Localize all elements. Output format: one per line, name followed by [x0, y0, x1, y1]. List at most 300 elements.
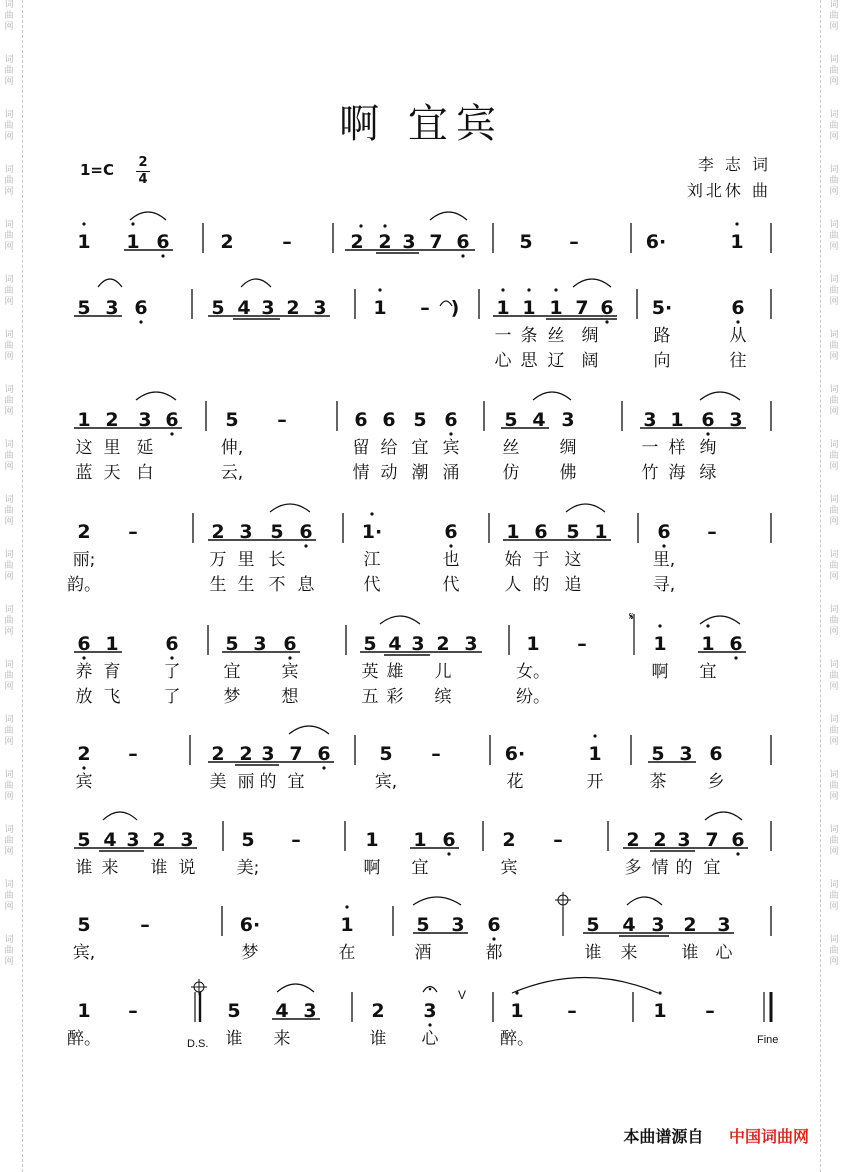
- octave-dot-high: [527, 288, 530, 291]
- lyric-char: 谁: [584, 943, 602, 963]
- note: 6: [134, 297, 148, 319]
- note: 1: [105, 633, 119, 655]
- note: 6: [444, 521, 458, 543]
- watermark-text: 词 曲 网: [829, 440, 839, 472]
- note: 5: [416, 914, 430, 936]
- note: 6: [657, 521, 671, 543]
- slur: [136, 392, 176, 400]
- slur: [241, 279, 271, 287]
- lyric-char: 息: [297, 575, 315, 595]
- lyric-char: 纷。: [516, 687, 550, 707]
- watermark-text: 词 曲 网: [829, 825, 839, 857]
- lyric-char: 丽: [237, 772, 255, 792]
- watermark-text: 词 曲 网: [829, 0, 839, 32]
- lyric-char: 江: [363, 550, 381, 570]
- note: 6: [731, 829, 745, 851]
- octave-dot-low: [161, 254, 164, 257]
- octave-dot-low: [734, 656, 737, 659]
- watermark-text: 词 曲 网: [829, 110, 839, 142]
- note: 3: [651, 914, 665, 936]
- watermark-text: 词 曲 网: [4, 935, 14, 967]
- note: 2: [350, 231, 364, 253]
- key-signature: 1=C: [80, 161, 115, 179]
- note: 4: [237, 297, 251, 319]
- watermark-text: 词 曲 网: [4, 660, 14, 692]
- note: 5: [363, 633, 377, 655]
- note: 1: [522, 297, 536, 319]
- lyric-char: 里: [103, 438, 121, 458]
- note: 6: [382, 409, 396, 431]
- lyric-char: 思: [520, 351, 538, 371]
- watermark-text: 词 曲 网: [4, 715, 14, 747]
- octave-dot-high: [383, 224, 386, 227]
- lyric-char: 的: [675, 858, 693, 878]
- octave-dot-high: [658, 624, 661, 627]
- footer-credit: [623, 1124, 809, 1147]
- note: 1: [365, 829, 379, 851]
- lyric-char: 心: [715, 943, 733, 963]
- lyric-char: 宾: [75, 772, 93, 792]
- octave-dot-high: [345, 905, 348, 908]
- breath-mark: V: [458, 988, 467, 1002]
- note: –: [128, 1000, 138, 1022]
- lyric-char: 云,: [220, 463, 244, 483]
- slur: [700, 616, 740, 624]
- lyric-char: 蓝: [75, 463, 93, 483]
- note: 6: [731, 297, 745, 319]
- note: 2: [371, 1000, 385, 1022]
- lyric-char: 啊: [651, 662, 669, 682]
- note: 2: [378, 231, 392, 253]
- watermark-text: 词 曲 网: [4, 605, 14, 637]
- octave-dot-low: [170, 432, 173, 435]
- slur: [573, 279, 611, 287]
- lyric-char: 路: [653, 326, 671, 346]
- slur: [705, 812, 742, 820]
- note: 1: [77, 231, 91, 253]
- lyric-char: 在: [338, 943, 356, 963]
- note: 5: [241, 829, 255, 851]
- lyric-char: 天: [103, 463, 121, 483]
- note: 3: [126, 829, 140, 851]
- slur: [98, 279, 122, 287]
- lyric-char: 丽;: [72, 550, 96, 570]
- note: 5: [566, 521, 580, 543]
- slur: [380, 616, 420, 624]
- lyric-char: 也: [442, 550, 460, 570]
- note: –: [282, 231, 292, 253]
- lyric-char: 心: [421, 1029, 439, 1049]
- note: 6: [165, 633, 179, 655]
- lyric-char: 绸: [559, 438, 577, 458]
- note: 1: [653, 633, 667, 655]
- lyric-char: 养: [75, 662, 93, 682]
- lyric-char: 向: [653, 351, 671, 371]
- lyric-char: 想: [281, 687, 299, 707]
- slur: [566, 504, 605, 512]
- site-name: 中国词曲网: [728, 1127, 809, 1146]
- note: 5: [225, 633, 239, 655]
- note: 3: [303, 1000, 317, 1022]
- note: 6: [156, 231, 170, 253]
- lyric-char: 一: [494, 326, 512, 346]
- note: 1: [340, 914, 354, 936]
- note: 1: [77, 1000, 91, 1022]
- lyric-char: 英: [361, 662, 379, 682]
- note: 6: [283, 633, 297, 655]
- lyric-char: 彩: [386, 687, 404, 707]
- watermark-text: 词 曲 网: [829, 165, 839, 197]
- lyric-char: 都: [485, 943, 503, 963]
- lyric-char: 生: [209, 575, 227, 595]
- octave-dot-high: [593, 734, 596, 737]
- lyric-char: 醉。: [500, 1029, 534, 1049]
- note: –: [128, 743, 138, 765]
- note: 3: [679, 743, 693, 765]
- watermark-text: 词 曲 网: [4, 0, 14, 32]
- note: 5: [211, 297, 225, 319]
- note: 7: [429, 231, 443, 253]
- note: 1: [506, 521, 520, 543]
- octave-dot-high: [359, 224, 362, 227]
- octave-dot-high: [658, 991, 661, 994]
- note: 2: [436, 633, 450, 655]
- note: 3: [677, 829, 691, 851]
- note: 1: [670, 409, 684, 431]
- note: 3: [451, 914, 465, 936]
- lyric-char: 绿: [699, 463, 717, 483]
- lyric-char: 啊: [363, 858, 381, 878]
- note: 5: [504, 409, 518, 431]
- ds-mark: D.S.: [187, 1038, 209, 1050]
- note: 5·: [651, 297, 673, 319]
- octave-dot-low: [82, 656, 85, 659]
- lyric-char: 的: [259, 772, 277, 792]
- note: 1: [730, 231, 744, 253]
- octave-dot-high: [82, 222, 85, 225]
- lyric-char: 里,: [652, 550, 676, 570]
- score-notes: [77, 231, 744, 1027]
- time-signature-bottom: 4: [138, 172, 148, 187]
- lyric-char: 谁: [369, 1029, 387, 1049]
- slur: [430, 212, 467, 220]
- lyric-char: 从: [729, 326, 747, 346]
- watermark-text: 词 曲 网: [4, 165, 14, 197]
- note: 3: [402, 231, 416, 253]
- note: 4: [388, 633, 402, 655]
- lyric-char: 竹: [641, 463, 659, 483]
- note: 3: [717, 914, 731, 936]
- watermark-text: 词 曲 网: [4, 220, 14, 252]
- watermark-text: 词 曲 网: [829, 220, 839, 252]
- lyric-char: 宜: [223, 662, 241, 682]
- note: 2: [683, 914, 697, 936]
- note: 1: [653, 1000, 667, 1022]
- slur: [533, 392, 571, 400]
- note: 3: [313, 297, 327, 319]
- slur: [627, 897, 662, 905]
- note: 1: [413, 829, 427, 851]
- note: 2: [286, 297, 300, 319]
- lyric-char: 这: [564, 550, 582, 570]
- lyric-char: 心: [494, 351, 512, 371]
- slur: [103, 812, 137, 820]
- lyric-char: 给: [380, 438, 398, 458]
- note: 5: [77, 914, 91, 936]
- lyric-char: 来: [273, 1029, 291, 1049]
- lyric-char: 放: [75, 687, 93, 707]
- lyric-char: 佛: [559, 463, 577, 483]
- watermark-text: 词 曲 网: [4, 440, 14, 472]
- lyric-char: 儿: [434, 662, 452, 682]
- lyric-char: 宜: [287, 772, 305, 792]
- note: 7: [705, 829, 719, 851]
- octave-dot-low: [322, 766, 325, 769]
- note: 1: [510, 1000, 524, 1022]
- lyric-char: 长: [268, 550, 286, 570]
- note: 6: [534, 521, 548, 543]
- note: 4: [103, 829, 117, 851]
- note: –: [577, 633, 587, 655]
- note: 6·: [645, 231, 667, 253]
- lyric-char: 谁: [225, 1029, 243, 1049]
- octave-dot-low: [449, 432, 452, 435]
- note: 1: [496, 297, 510, 319]
- note: 3: [411, 633, 425, 655]
- lyric-char: 绚: [699, 438, 717, 458]
- lyric-char: 了: [163, 687, 181, 707]
- note: 3: [180, 829, 194, 851]
- lyric-char: 寻,: [652, 575, 676, 595]
- watermark-text: 词 曲 网: [4, 825, 14, 857]
- note: 6: [709, 743, 723, 765]
- watermark-text: 词 曲 网: [829, 880, 839, 912]
- lyric-char: 万: [209, 550, 227, 570]
- slur: [289, 726, 329, 734]
- note: 6: [456, 231, 470, 253]
- watermark-text: 词 曲 网: [4, 275, 14, 307]
- slur: [413, 897, 461, 905]
- watermark-text: 词 曲 网: [829, 385, 839, 417]
- octave-dot-low: [447, 852, 450, 855]
- lyric-char: 缤: [434, 687, 452, 707]
- note: 3: [729, 409, 743, 431]
- lyric-char: 始: [504, 550, 522, 570]
- fermata-dot: [429, 988, 432, 991]
- lyric-char: 女。: [516, 662, 550, 682]
- note: 6·: [504, 743, 526, 765]
- note: 1·: [361, 521, 383, 543]
- note: –: [431, 743, 441, 765]
- score-decorations: [74, 212, 748, 1019]
- lyric-char: 丝: [502, 438, 520, 458]
- note: 3: [261, 743, 275, 765]
- note: 2: [239, 743, 253, 765]
- lyric-char: 的: [532, 575, 550, 595]
- note: 2: [152, 829, 166, 851]
- lyric-char: 阔: [581, 351, 599, 371]
- octave-dot-high: [370, 512, 373, 515]
- octave-dot-high: [735, 222, 738, 225]
- fine-mark: Fine: [757, 1034, 779, 1046]
- note: 3: [643, 409, 657, 431]
- lyric-char: 醉。: [67, 1029, 101, 1049]
- note: –: [291, 829, 301, 851]
- note: 6·: [239, 914, 261, 936]
- lyric-char: 酒: [414, 943, 432, 963]
- lyric-char: 情: [352, 463, 370, 483]
- note: 3: [138, 409, 152, 431]
- note: 5: [227, 1000, 241, 1022]
- note: 6: [317, 743, 331, 765]
- lyric-char: 辽: [547, 351, 565, 371]
- note: –: [553, 829, 563, 851]
- note: 5: [379, 743, 393, 765]
- watermark-text: 词 曲 网: [829, 275, 839, 307]
- score-lyrics: [67, 326, 747, 1049]
- note: –: [128, 521, 138, 543]
- lyric-char: 代: [363, 575, 381, 595]
- lyric-char: 开: [586, 772, 604, 792]
- watermark-text: 词 曲 网: [829, 495, 839, 527]
- lyric-char: 宾: [281, 662, 299, 682]
- note: 2: [105, 409, 119, 431]
- lyric-char: 生: [237, 575, 255, 595]
- lyric-char: 飞: [103, 687, 121, 707]
- note: 5: [225, 409, 239, 431]
- watermark-text: 词 曲 网: [4, 330, 14, 362]
- lyric-char: 宾,: [374, 772, 398, 792]
- lyric-char: 一: [641, 438, 659, 458]
- note: 2: [77, 743, 91, 765]
- source-label: 本曲谱源自: [623, 1127, 704, 1146]
- octave-dot-low: [605, 320, 608, 323]
- lyric-char: 往: [729, 351, 747, 371]
- note: 5: [77, 829, 91, 851]
- note: 2: [502, 829, 516, 851]
- watermark-text: 词 曲 网: [829, 770, 839, 802]
- lyric-char: 谁: [150, 858, 168, 878]
- note: 2: [220, 231, 234, 253]
- watermark-text: 词 曲 网: [829, 660, 839, 692]
- note: 1: [373, 297, 387, 319]
- note: 3: [561, 409, 575, 431]
- octave-dot-low: [288, 656, 291, 659]
- octave-dot-low: [82, 766, 85, 769]
- lyric-char: 宾: [500, 858, 518, 878]
- lyric-char: 人: [504, 575, 522, 595]
- watermark-text: 词 曲 网: [4, 110, 14, 142]
- note: –: [567, 1000, 577, 1022]
- lyric-char: 追: [564, 575, 582, 595]
- note: 5: [651, 743, 665, 765]
- lyricist-credit: 李 志 词: [697, 155, 771, 174]
- note: 4: [275, 1000, 289, 1022]
- note: 2: [626, 829, 640, 851]
- note: 2: [211, 521, 225, 543]
- note: 6: [487, 914, 501, 936]
- note: –: [420, 297, 430, 319]
- octave-dot-low: [706, 432, 709, 435]
- note: 6: [354, 409, 368, 431]
- note: 1: [588, 743, 602, 765]
- note: 4: [532, 409, 546, 431]
- watermark-text: 词 曲 网: [829, 605, 839, 637]
- lyric-char: 来: [101, 858, 119, 878]
- lyric-char: 宜: [411, 438, 429, 458]
- octave-dot-high: [706, 624, 709, 627]
- note: 1: [126, 231, 140, 253]
- slur: [700, 392, 740, 400]
- note: –: [277, 409, 287, 431]
- lyric-char: 仿: [502, 463, 520, 483]
- octave-dot-low: [449, 544, 452, 547]
- note: –: [707, 521, 717, 543]
- lyric-char: 这: [75, 438, 93, 458]
- note: 6: [77, 633, 91, 655]
- octave-dot-low: [170, 656, 173, 659]
- note: –: [705, 1000, 715, 1022]
- watermark-text: 词 曲 网: [4, 55, 14, 87]
- note: 3: [239, 521, 253, 543]
- lyric-char: 乡: [707, 772, 725, 792]
- note: 3: [423, 1000, 437, 1022]
- lyric-char: 不: [268, 575, 286, 595]
- note: 3: [261, 297, 275, 319]
- note: 5: [586, 914, 600, 936]
- octave-dot-low: [736, 852, 739, 855]
- note: –: [140, 914, 150, 936]
- note: 6: [442, 829, 456, 851]
- lyric-char: 梦: [241, 943, 259, 963]
- note: 3: [464, 633, 478, 655]
- watermark-text: 词 曲 网: [4, 495, 14, 527]
- note: 7: [289, 743, 303, 765]
- note: 5: [270, 521, 284, 543]
- long-tie: [512, 978, 658, 994]
- barlines: [190, 223, 771, 1022]
- lyric-char: 潮: [411, 463, 429, 483]
- note: 6: [701, 409, 715, 431]
- lyric-char: 宾,: [72, 943, 96, 963]
- watermark-text: 词 曲 网: [829, 330, 839, 362]
- note: 6: [600, 297, 614, 319]
- lyric-char: 于: [532, 550, 550, 570]
- lyric-char: 白: [136, 463, 154, 483]
- lyric-char: 多: [624, 858, 642, 878]
- lyric-char: 情: [651, 858, 669, 878]
- octave-dot-low: [428, 1023, 431, 1026]
- note: 1: [526, 633, 540, 655]
- note: 7: [575, 297, 589, 319]
- note: 1: [594, 521, 608, 543]
- watermark-text: 词 曲 网: [4, 880, 14, 912]
- watermark-text: 词 曲 网: [829, 715, 839, 747]
- slur: [270, 504, 310, 512]
- lyric-char: 涌: [442, 463, 460, 483]
- lyric-char: 伸,: [220, 438, 244, 458]
- octave-dot-high: [554, 288, 557, 291]
- octave-dot-high: [501, 288, 504, 291]
- lyric-char: 海: [668, 463, 686, 483]
- lyric-char: 动: [380, 463, 398, 483]
- lyric-char: 梦: [223, 687, 241, 707]
- lyric-char: 延: [136, 438, 154, 458]
- lyric-char: 宜: [703, 858, 721, 878]
- slur: [130, 212, 166, 220]
- lyric-char: 美: [209, 772, 227, 792]
- note: 6: [165, 409, 179, 431]
